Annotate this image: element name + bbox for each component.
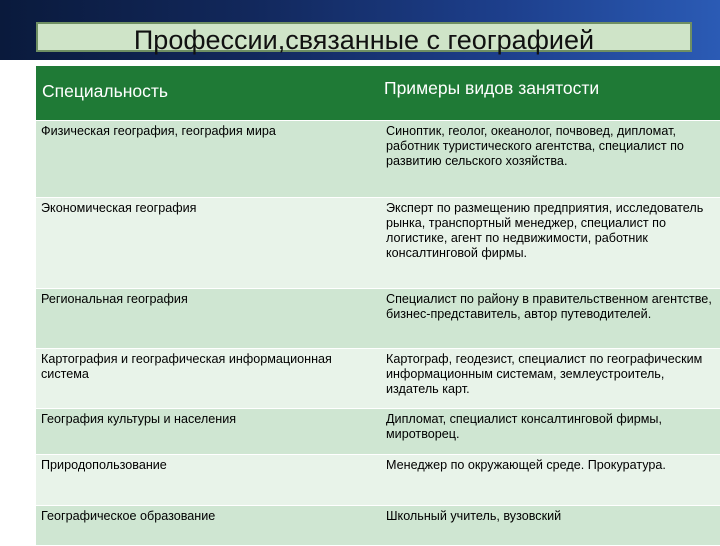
specialty-cell: Физическая география, география мира (36, 120, 378, 197)
examples-cell: Школьный учитель, вузовский (378, 505, 720, 545)
professions-table (36, 66, 720, 546)
table-row (36, 454, 720, 505)
specialty-cell: География культуры и населения (36, 408, 378, 454)
table-row (36, 120, 720, 197)
specialty-cell: Природопользование (36, 454, 378, 505)
header-specialty: Специальность (36, 66, 378, 120)
header-examples: Примеры видов занятости (378, 66, 720, 120)
specialty-cell: Региональная география (36, 288, 378, 348)
examples-cell: Эксперт по размещению предприятия, исследователь рынка, транспортный менеджер, специалист по логистике, агент по недвижимости, работник консалтинговой фирмы. (378, 197, 720, 288)
examples-cell: Специалист по району в правительственном агентстве, бизнес-представитель, автор путеводителей. (378, 288, 720, 348)
table-header-row (36, 66, 720, 120)
table-row (36, 408, 720, 454)
table-row (36, 348, 720, 408)
table-row (36, 197, 720, 288)
examples-cell: Синоптик, геолог, океанолог, почвовед, дипломат, работник туристического агентства, специалист по развитию сельского хозяйства. (378, 120, 720, 197)
page-title: Профессии,связанные с географией (133, 24, 595, 55)
specialty-cell: Экономическая география (36, 197, 378, 288)
specialty-cell: Картография и географическая информационная система (36, 348, 378, 408)
specialty-cell: Географическое образование (36, 505, 378, 545)
examples-cell: Менеджер по окружающей среде. Прокуратура. (378, 454, 720, 505)
examples-cell: Картограф, геодезист, специалист по географическим информационным системам, землеустроитель, издатель карт. (378, 348, 720, 408)
title-box (36, 22, 692, 55)
table-row (36, 505, 720, 545)
table-row (36, 288, 720, 348)
examples-cell: Дипломат, специалист консалтинговой фирмы, миротворец. (378, 408, 720, 454)
